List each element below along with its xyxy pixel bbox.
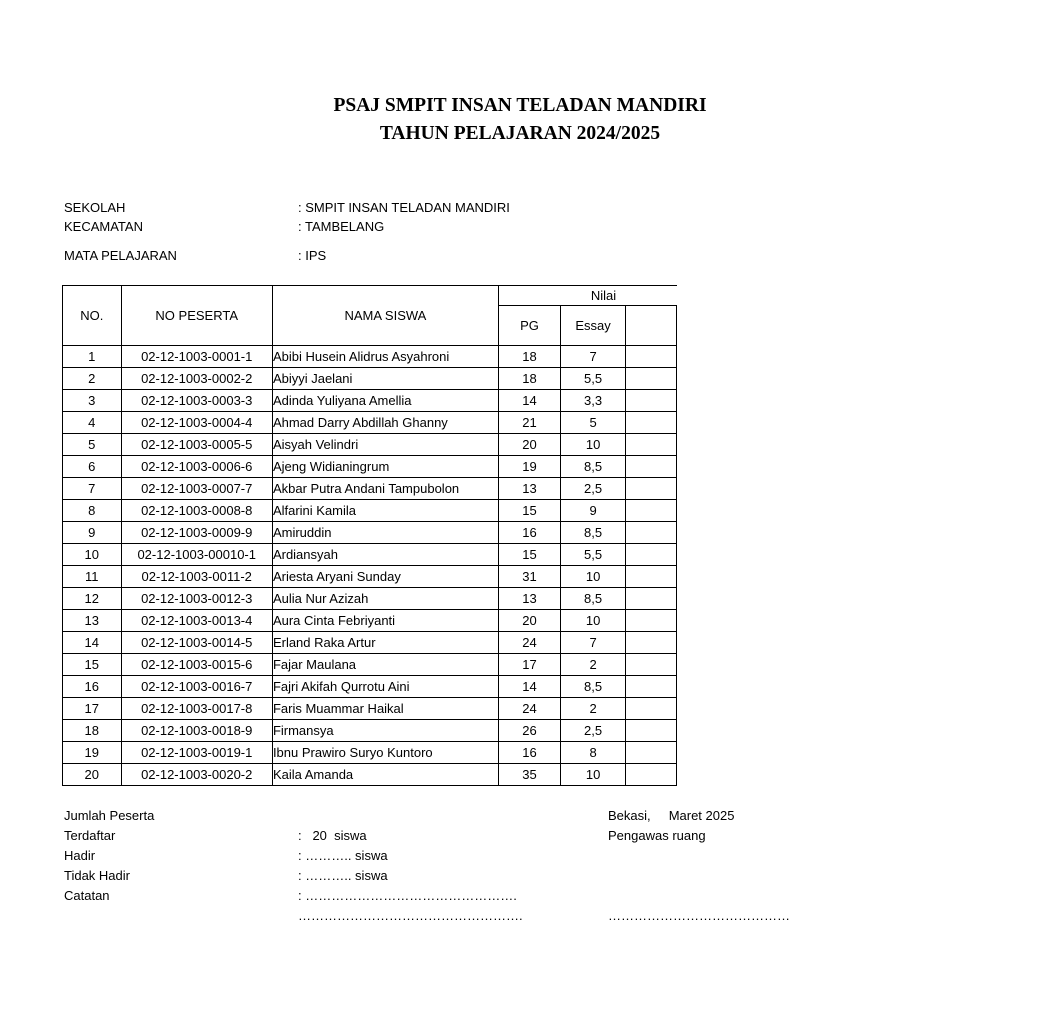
- school-value: : SMPIT INSAN TELADAN MANDIRI: [298, 200, 510, 215]
- score-table: [62, 285, 677, 786]
- score-pg: 15: [498, 544, 560, 566]
- table-row: [63, 544, 677, 566]
- table-row: [63, 368, 677, 390]
- notes-label: Catatan: [64, 888, 110, 903]
- registered-label: Terdaftar: [64, 828, 116, 843]
- score-pg: 35: [498, 764, 560, 786]
- score-essay: 10: [561, 610, 626, 632]
- table-row: [63, 522, 677, 544]
- score-pg: 24: [498, 698, 560, 720]
- table-row: [63, 500, 677, 522]
- absent-value: : ……….. siswa: [298, 868, 388, 883]
- score-pg: 18: [498, 368, 560, 390]
- table-row: [63, 698, 677, 720]
- score-essay: 7: [561, 346, 626, 368]
- row-number: 11: [63, 566, 122, 588]
- row-number: 17: [63, 698, 122, 720]
- subject-label: MATA PELAJARAN: [64, 248, 177, 263]
- score-extra: [626, 654, 677, 676]
- score-essay: 2: [561, 698, 626, 720]
- supervisor-label: Pengawas ruang: [608, 828, 706, 843]
- student-name: Ahmad Darry Abdillah Ghanny: [272, 412, 498, 434]
- table-row: [63, 346, 677, 368]
- score-extra: [626, 742, 677, 764]
- row-number: 15: [63, 654, 122, 676]
- district-label: KECAMATAN: [64, 219, 143, 234]
- academic-year-title: TAHUN PELAJARAN 2024/2025: [379, 123, 661, 144]
- score-pg: 13: [498, 588, 560, 610]
- score-extra: [626, 478, 677, 500]
- score-extra: [626, 720, 677, 742]
- participant-number: 02-12-1003-0016-7: [121, 676, 272, 698]
- participant-number: 02-12-1003-0014-5: [121, 632, 272, 654]
- table-row: [63, 764, 677, 786]
- student-name: Abiyyi Jaelani: [272, 368, 498, 390]
- score-essay: 10: [561, 764, 626, 786]
- participant-number: 02-12-1003-0019-1: [121, 742, 272, 764]
- table-row: [63, 588, 677, 610]
- student-name: Faris Muammar Haikal: [272, 698, 498, 720]
- score-pg: 26: [498, 720, 560, 742]
- score-extra: [626, 522, 677, 544]
- document-title: PSAJ SMPIT INSAN TELADAN MANDIRI: [333, 95, 707, 116]
- student-name: Aura Cinta Febriyanti: [272, 610, 498, 632]
- participant-number: 02-12-1003-0006-6: [121, 456, 272, 478]
- student-name: Fajri Akifah Qurrotu Aini: [272, 676, 498, 698]
- score-table-body: [63, 346, 677, 786]
- table-row: [63, 434, 677, 456]
- row-number: 9: [63, 522, 122, 544]
- notes-line-1: : ………………………………………….: [298, 888, 517, 903]
- score-essay: 8,5: [561, 676, 626, 698]
- student-name: Adinda Yuliyana Amellia: [272, 390, 498, 412]
- table-row: [63, 632, 677, 654]
- district-value: : TAMBELANG: [298, 219, 385, 234]
- subject-value: : IPS: [298, 248, 327, 263]
- participant-number: 02-12-1003-0007-7: [121, 478, 272, 500]
- student-name: Aulia Nur Azizah: [272, 588, 498, 610]
- student-name: Kaila Amanda: [272, 764, 498, 786]
- row-number: 4: [63, 412, 122, 434]
- score-pg: 15: [498, 500, 560, 522]
- score-essay: 2,5: [561, 478, 626, 500]
- score-extra: [626, 434, 677, 456]
- score-extra: [626, 368, 677, 390]
- row-number: 16: [63, 676, 122, 698]
- header-no: NO.: [63, 286, 122, 346]
- score-essay: 9: [561, 500, 626, 522]
- student-name: Ariesta Aryani Sunday: [272, 566, 498, 588]
- score-extra: [626, 390, 677, 412]
- score-extra: [626, 676, 677, 698]
- header-no-peserta: NO PESERTA: [121, 286, 272, 346]
- header-essay: Essay: [561, 306, 626, 346]
- student-name: Abibi Husein Alidrus Asyahroni: [272, 346, 498, 368]
- row-number: 6: [63, 456, 122, 478]
- present-label: Hadir: [64, 848, 96, 863]
- row-number: 3: [63, 390, 122, 412]
- student-name: Amiruddin: [272, 522, 498, 544]
- student-name: Fajar Maulana: [272, 654, 498, 676]
- score-essay: 8: [561, 742, 626, 764]
- score-essay: 2: [561, 654, 626, 676]
- header-nama-siswa: NAMA SISWA: [272, 286, 498, 346]
- signature-line: ……………………………………: [608, 908, 790, 923]
- score-extra: [626, 698, 677, 720]
- participant-number: 02-12-1003-0013-4: [121, 610, 272, 632]
- participant-number: 02-12-1003-0008-8: [121, 500, 272, 522]
- score-pg: 20: [498, 610, 560, 632]
- table-row: [63, 390, 677, 412]
- score-pg: 14: [498, 676, 560, 698]
- score-essay: 5: [561, 412, 626, 434]
- student-name: Ardiansyah: [272, 544, 498, 566]
- present-value: : ……….. siswa: [298, 848, 388, 863]
- score-essay: 7: [561, 632, 626, 654]
- participant-number: 02-12-1003-0009-9: [121, 522, 272, 544]
- score-pg: 20: [498, 434, 560, 456]
- table-row: [63, 742, 677, 764]
- place-date: Bekasi, Maret 2025: [608, 808, 735, 823]
- score-extra: [626, 412, 677, 434]
- student-name: Akbar Putra Andani Tampubolon: [272, 478, 498, 500]
- row-number: 13: [63, 610, 122, 632]
- participant-number: 02-12-1003-0015-6: [121, 654, 272, 676]
- score-pg: 31: [498, 566, 560, 588]
- score-pg: 19: [498, 456, 560, 478]
- score-essay: 8,5: [561, 588, 626, 610]
- student-name: Firmansya: [272, 720, 498, 742]
- student-name: Erland Raka Artur: [272, 632, 498, 654]
- participant-number: 02-12-1003-00010-1: [121, 544, 272, 566]
- header-extra: [626, 306, 677, 346]
- row-number: 19: [63, 742, 122, 764]
- participant-number: 02-12-1003-0002-2: [121, 368, 272, 390]
- row-number: 10: [63, 544, 122, 566]
- score-extra: [626, 764, 677, 786]
- participant-number: 02-12-1003-0001-1: [121, 346, 272, 368]
- score-pg: 17: [498, 654, 560, 676]
- participants-label: Jumlah Peserta: [64, 808, 155, 823]
- score-pg: 24: [498, 632, 560, 654]
- participant-number: 02-12-1003-0020-2: [121, 764, 272, 786]
- score-extra: [626, 346, 677, 368]
- score-essay: 10: [561, 566, 626, 588]
- row-number: 20: [63, 764, 122, 786]
- score-essay: 5,5: [561, 368, 626, 390]
- participant-number: 02-12-1003-0004-4: [121, 412, 272, 434]
- row-number: 5: [63, 434, 122, 456]
- row-number: 12: [63, 588, 122, 610]
- row-number: 1: [63, 346, 122, 368]
- participant-number: 02-12-1003-0018-9: [121, 720, 272, 742]
- score-extra: [626, 456, 677, 478]
- participant-number: 02-12-1003-0003-3: [121, 390, 272, 412]
- participant-number: 02-12-1003-0017-8: [121, 698, 272, 720]
- score-pg: 18: [498, 346, 560, 368]
- row-number: 2: [63, 368, 122, 390]
- row-number: 8: [63, 500, 122, 522]
- score-essay: 5,5: [561, 544, 626, 566]
- score-extra: [626, 566, 677, 588]
- score-extra: [626, 544, 677, 566]
- score-pg: 16: [498, 742, 560, 764]
- score-essay: 3,3: [561, 390, 626, 412]
- score-extra: [626, 632, 677, 654]
- notes-line-2: …………………………………………….: [298, 908, 523, 923]
- row-number: 14: [63, 632, 122, 654]
- table-row: [63, 654, 677, 676]
- absent-label: Tidak Hadir: [64, 868, 130, 883]
- participant-number: 02-12-1003-0005-5: [121, 434, 272, 456]
- header-pg: PG: [498, 306, 560, 346]
- score-pg: 21: [498, 412, 560, 434]
- student-name: Ibnu Prawiro Suryo Kuntoro: [272, 742, 498, 764]
- student-name: Ajeng Widianingrum: [272, 456, 498, 478]
- score-extra: [626, 610, 677, 632]
- participant-number: 02-12-1003-0011-2: [121, 566, 272, 588]
- score-pg: 13: [498, 478, 560, 500]
- table-row: [63, 566, 677, 588]
- table-row: [63, 412, 677, 434]
- table-row: [63, 676, 677, 698]
- student-name: Aisyah Velindri: [272, 434, 498, 456]
- score-essay: 8,5: [561, 456, 626, 478]
- table-row: [63, 478, 677, 500]
- row-number: 7: [63, 478, 122, 500]
- table-row: [63, 720, 677, 742]
- row-number: 18: [63, 720, 122, 742]
- score-pg: 14: [498, 390, 560, 412]
- score-essay: 10: [561, 434, 626, 456]
- table-row: [63, 456, 677, 478]
- student-name: Alfarini Kamila: [272, 500, 498, 522]
- score-essay: 2,5: [561, 720, 626, 742]
- score-pg: 16: [498, 522, 560, 544]
- header-nilai: Nilai: [498, 286, 676, 306]
- school-label: SEKOLAH: [64, 200, 126, 215]
- score-extra: [626, 588, 677, 610]
- table-row: [63, 610, 677, 632]
- participant-number: 02-12-1003-0012-3: [121, 588, 272, 610]
- registered-value: : 20 siswa: [298, 828, 367, 843]
- score-essay: 8,5: [561, 522, 626, 544]
- score-extra: [626, 500, 677, 522]
